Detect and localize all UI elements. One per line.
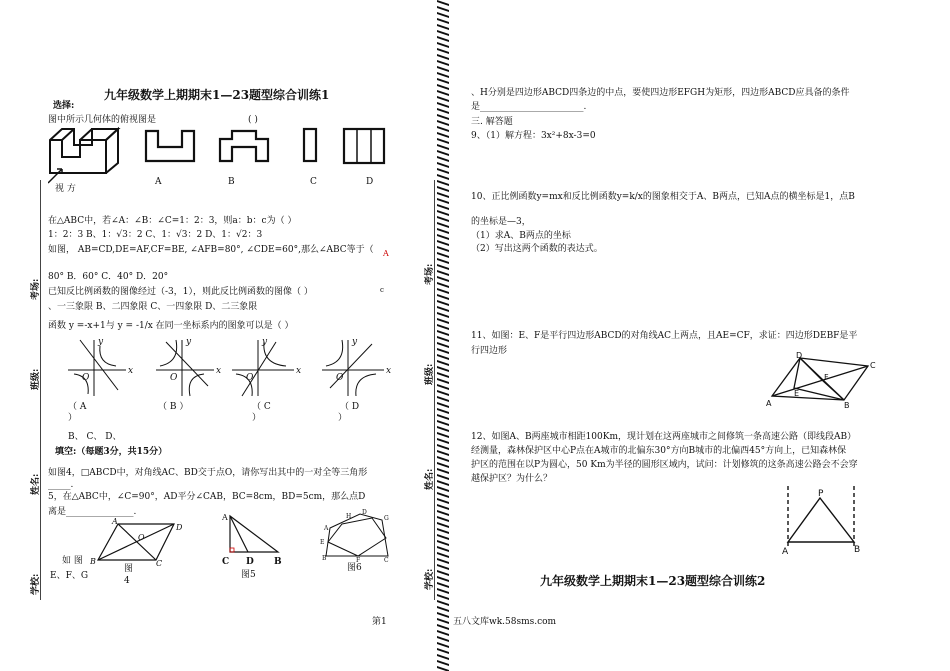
svg-text:A: A (112, 518, 118, 526)
fill-2: 5，在△ABC中，∠C=90°，AD平分∠CAB，BC=8cm，BD=5cm，那么点D (48, 492, 366, 502)
fig5-point-b: B (274, 557, 282, 567)
svg-text:E: E (320, 539, 325, 546)
svg-text:B: B (844, 401, 850, 410)
svg-text:x: x (128, 366, 134, 376)
graph-option-a: （ A (68, 402, 87, 412)
question-9: 9、（1）解方程：3x²+8x-3=0 (471, 131, 596, 141)
q1-option-b: B (228, 177, 235, 187)
figure-q12 (780, 484, 870, 556)
graph-option-c: （ C (252, 402, 271, 412)
question-4-options: 、一三象限 B、二四象限 C、一四象限 D、二三象限 (48, 302, 258, 312)
svg-text:y: y (262, 337, 268, 347)
section-answer: 三. 解答题 (471, 117, 513, 127)
question-5: 函数 y =-x+1与 y = -1/x 在同一坐标系内的图象可以是（ ） (48, 321, 294, 331)
question-12-c: 护区的范围在以P为圆心，50 Km为半径的圆形区域内，试问：计划修筑的这条高速公路会不会穿 (471, 460, 858, 470)
figure-4-label-b: 4 (124, 576, 130, 586)
question-11-b: 行四边形 (471, 346, 508, 356)
page-separator (436, 0, 450, 671)
page-number: 第1 (372, 617, 387, 627)
svg-text:C: C (156, 559, 163, 568)
question-10: 10、正比例函数y=mx和反比例函数y=k/x的图象相交于A、B两点，已知A点的横坐标是1，点B (471, 192, 855, 202)
fill-1: 如图4，□ABCD中，对角线AC、BD交于点O，请你写出其中的一对全等三角形 (48, 468, 368, 478)
figure-4 (90, 518, 190, 568)
svg-text:A: A (222, 513, 228, 522)
fill-2-b: 离是_______________. (48, 507, 137, 517)
question-1-paren: ( ) (248, 115, 258, 125)
graph-close-c: ） (252, 413, 262, 423)
svg-text:G: G (384, 515, 389, 522)
figure-6-label: 图6 (347, 563, 362, 573)
question-5-options: B、 C、 D、 (68, 432, 122, 442)
margin-label-xingming: 姓名: (31, 473, 41, 495)
svg-text:D: D (362, 509, 367, 516)
svg-text:A: A (324, 525, 329, 532)
binding-line-right (434, 180, 435, 600)
fig5-point-c: C (222, 557, 230, 567)
graph-option-d: （ D (340, 402, 360, 412)
footer-watermark: 五八文库wk.58sms.com (453, 617, 557, 627)
svg-text:A: A (766, 399, 772, 408)
margin-label-kaochang: 考场: (31, 278, 41, 300)
figure-4-label: 图 (124, 564, 134, 574)
section-fill: 填空:（每题3分，共15分） (55, 447, 168, 457)
svg-text:B: B (90, 557, 96, 566)
svg-text:C: C (870, 361, 876, 370)
margin-label-xuexiao: 学校: (31, 573, 41, 595)
question-12-d: 越保护区？为什么？ (471, 474, 553, 484)
svg-text:P: P (818, 489, 824, 499)
page-title-2: 九年级数学上期期末1—23题型综合训练2 (540, 574, 766, 588)
svg-text:O: O (82, 373, 90, 383)
section-choice: 选择: (53, 101, 75, 111)
figure-5 (220, 512, 310, 562)
svg-text:F: F (824, 373, 829, 382)
fig-point-a: A (383, 249, 389, 258)
q1-option-c: C (310, 177, 317, 187)
right-q-1: 、H分别是四边形ABCD四条边的中点，要使四边形EFGH为矩形，四边形ABCD应具备的条件 (471, 88, 850, 98)
svg-text:B: B (854, 545, 861, 555)
question-4: 已知反比例函数的图像经过（-3，1），则此反比例函数的图像（ ） (48, 287, 313, 297)
figure-6 (320, 508, 392, 564)
svg-text:y: y (98, 337, 104, 347)
question-2: 在△ABC中，若∠A：∠B：∠C=1：2：3，则a：b：c为（ ） (48, 216, 297, 226)
svg-text:O: O (246, 373, 254, 383)
figure-5-label: 图5 (241, 570, 256, 580)
q1-option-a: A (155, 177, 162, 187)
fill-1-blank: _____. (48, 480, 74, 490)
figure-q11 (764, 350, 884, 412)
svg-text:H: H (346, 513, 352, 520)
margin-label-banji-right: 班级: (425, 363, 435, 385)
svg-text:D: D (176, 523, 183, 532)
margin-label-xingming-right: 姓名: (425, 468, 435, 490)
svg-text:B: B (322, 555, 327, 562)
svg-text:C: C (384, 557, 389, 564)
question-1: 图中所示几何体的俯视图是 (48, 115, 157, 125)
fig-point-c: c (380, 286, 384, 294)
question-2-options: 1：2：3 B、1：√3：2 C、1：√3：2 D、1：√2：3 (48, 230, 263, 240)
question-10-d: （2）写出这两个函数的表达式。 (471, 244, 603, 254)
question-3: 如图， AB=CD,DE=AF,CF=BE, ∠AFB=80°, ∠CDE=60°,那么∠ABC等于（ (48, 245, 374, 255)
svg-text:E: E (794, 389, 800, 398)
svg-text:F: F (356, 557, 361, 564)
fig5-point-d: D (246, 557, 254, 567)
fill-3-a: 如 图 (62, 556, 83, 566)
svg-text:y: y (186, 337, 192, 347)
svg-text:x: x (296, 366, 302, 376)
q1-option-d: D (366, 177, 374, 187)
margin-label-banji: 班级: (31, 368, 41, 390)
question-10-c: （1）求A、B两点的坐标 (471, 231, 571, 241)
svg-text:A: A (782, 547, 789, 556)
graph-close-a: ） (68, 413, 78, 423)
svg-text:x: x (216, 366, 222, 376)
question-11: 11、如图：E、F是平行四边形ABCD的对角线AC上两点，且AE=CF，求证：四边形DEBF是平 (471, 331, 858, 341)
svg-text:O: O (336, 373, 344, 383)
question-10-b: 的坐标是—3， (471, 217, 531, 227)
q1-figures (48, 125, 393, 187)
svg-text:O: O (138, 533, 145, 542)
question-12-b: 经测量，森林保护区中心P点在A城市的北偏东30°方向B城市的北偏西45°方向上，已知森林保 (471, 446, 847, 456)
fill-3-b: E、F、G (50, 571, 89, 581)
svg-text:y: y (352, 337, 358, 347)
view-label: 视 方 (55, 184, 76, 194)
margin-label-xuexiao-right: 学校: (425, 568, 435, 590)
question-3-options: 80° B．60° C．40° D．20° (48, 272, 169, 282)
question-12: 12、如图A、B两座城市相距100Km，现计划在这两座城市之间修筑一条高速公路（即线段AB） (471, 432, 857, 442)
svg-text:D: D (796, 351, 803, 360)
right-q-1b: 是_______________________. (471, 102, 587, 112)
svg-text:O: O (170, 373, 178, 383)
page-title: 九年级数学上期期末1—23题型综合训练1 (104, 88, 330, 102)
svg-text:x: x (386, 366, 392, 376)
graph-option-b: （ B ） (158, 402, 189, 412)
binding-line (40, 180, 41, 600)
margin-label-kaochang-right: 考场: (425, 263, 435, 285)
graph-close-d: ） (338, 413, 348, 423)
q5-graphs (48, 336, 393, 398)
